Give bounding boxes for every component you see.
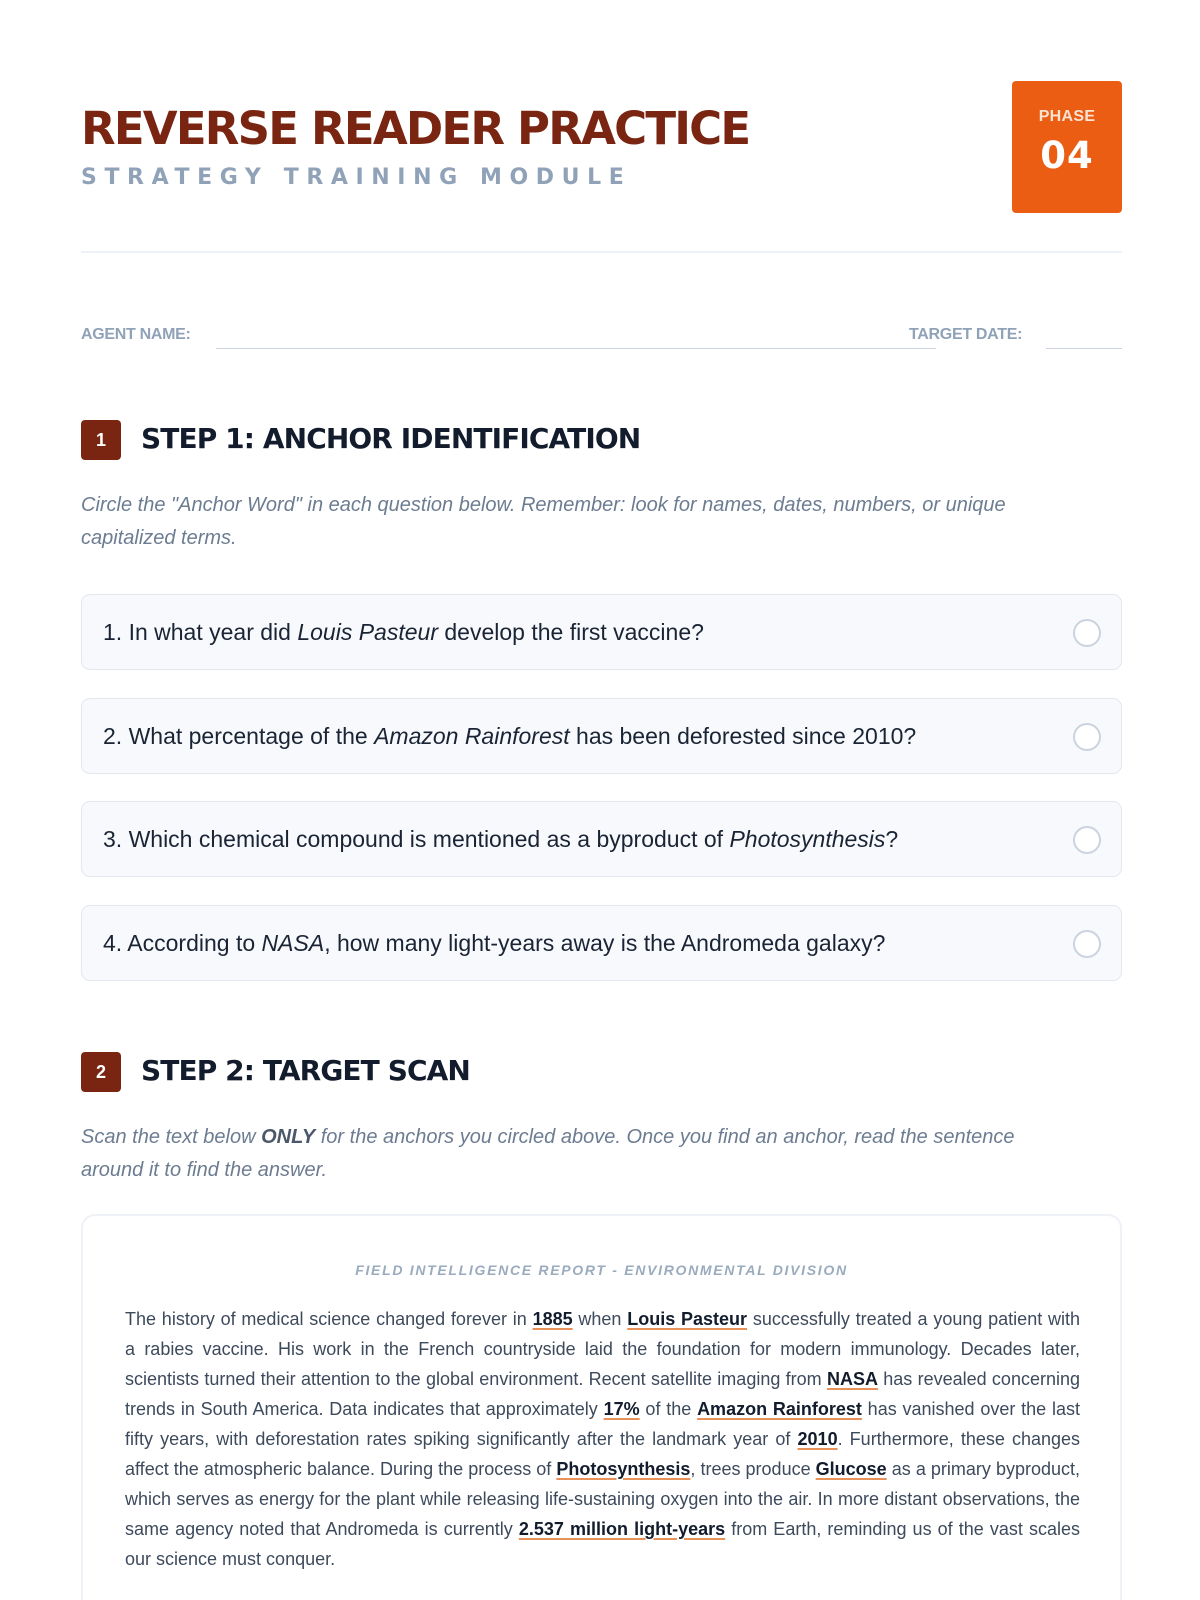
question-anchor[interactable]: Amazon Rainforest	[374, 723, 570, 749]
question-3	[81, 801, 1122, 877]
report-anchor: Photosynthesis	[556, 1459, 691, 1479]
question-text: 4. According to NASA, how many light-years away is the Andromeda galaxy?	[103, 930, 886, 956]
answer-circle[interactable]	[1073, 826, 1101, 854]
field-report	[81, 1214, 1122, 1600]
step-2-instructions: Scan the text below ONLY for the anchors you circled above. Once you find an anchor, read the sentence around it to find the answer.	[81, 1126, 1015, 1181]
report-text: , trees produce	[690, 1459, 816, 1479]
step-2-title: STEP 2: TARGET SCAN	[141, 1054, 470, 1087]
phase-badge	[1012, 81, 1122, 213]
target-date-field[interactable]	[1046, 348, 1122, 349]
question-anchor[interactable]: Photosynthesis	[729, 826, 886, 852]
answer-circle[interactable]	[1073, 619, 1101, 647]
step-1-badge: 1	[81, 420, 121, 460]
question-4	[81, 905, 1122, 981]
page-title: REVERSE READER PRACTICE	[81, 102, 750, 155]
report-anchor: Amazon Rainforest	[697, 1399, 862, 1419]
question-1	[81, 594, 1122, 670]
report-anchor: NASA	[826, 1369, 878, 1389]
question-anchor[interactable]: Louis Pasteur	[297, 619, 438, 645]
agent-name-field[interactable]	[216, 348, 936, 349]
report-text: has revealed concerning trends in South America. Data indicates that approximately	[125, 1369, 1080, 1419]
report-text: has vanished over the last fifty years, with deforestation rates spiking significantly after the landmark year of	[125, 1399, 1080, 1449]
step-2-badge: 2	[81, 1052, 121, 1092]
step-1-title: STEP 1: ANCHOR IDENTIFICATION	[141, 422, 641, 455]
report-anchor: Louis Pasteur	[627, 1309, 748, 1329]
agent-name-label: AGENT NAME:	[81, 326, 191, 343]
header	[81, 81, 1122, 253]
report-anchor: 1885	[532, 1309, 573, 1329]
report-text: when	[572, 1309, 628, 1329]
report-text: . Furthermore, these changes affect the atmospheric balance. During the process of	[125, 1429, 1081, 1479]
step-1-instructions: Circle the "Anchor Word" in each question below. Remember: look for names, dates, numbers, or unique capitalized terms.	[81, 494, 1006, 549]
report-text: from Earth, reminding us of the vast scales our science must conquer.	[125, 1519, 1081, 1569]
phase-label: PHASE	[1038, 108, 1096, 125]
report-text: as a primary byproduct, which serves as energy for the plant while releasing life-sustaining oxygen into the air. In more distant observations, the same agency noted that Andromeda is currently	[125, 1459, 1080, 1539]
report-text: of the	[639, 1399, 698, 1419]
page-subtitle: STRATEGY TRAINING MODULE	[81, 165, 632, 190]
report-anchor: 2010	[797, 1429, 838, 1449]
report-text: The history of medical science changed forever in	[125, 1309, 533, 1329]
target-date-label: TARGET DATE:	[909, 326, 1023, 343]
question-text: 3. Which chemical compound is mentioned as a byproduct of Photosynthesis?	[103, 826, 899, 852]
question-text: 1. In what year did Louis Pasteur develop the first vaccine?	[103, 619, 704, 645]
question-2	[81, 698, 1122, 774]
report-heading: FIELD INTELLIGENCE REPORT - ENVIRONMENTAL DIVISION	[355, 1262, 848, 1278]
phase-number: 04	[1040, 134, 1094, 177]
question-anchor[interactable]: NASA	[261, 930, 325, 956]
report-anchor: 17%	[603, 1399, 640, 1419]
question-text: 2. What percentage of the Amazon Rainforest has been deforested since 2010?	[103, 723, 917, 749]
report-anchor: 2.537 million light-years	[518, 1519, 726, 1539]
report-body	[125, 1304, 1080, 1574]
worksheet-page	[81, 0, 1122, 1600]
report-text: successfully treated a young patient with a rabies vaccine. His work in the French countryside laid the foundation for modern immunology. Decades later, scientists turned their attention to the global environment. Recent satellite imaging from	[125, 1309, 1081, 1389]
answer-circle[interactable]	[1073, 930, 1101, 958]
answer-circle[interactable]	[1073, 723, 1101, 751]
emphasis-only: ONLY	[261, 1126, 316, 1148]
report-anchor: Glucose	[815, 1459, 887, 1479]
